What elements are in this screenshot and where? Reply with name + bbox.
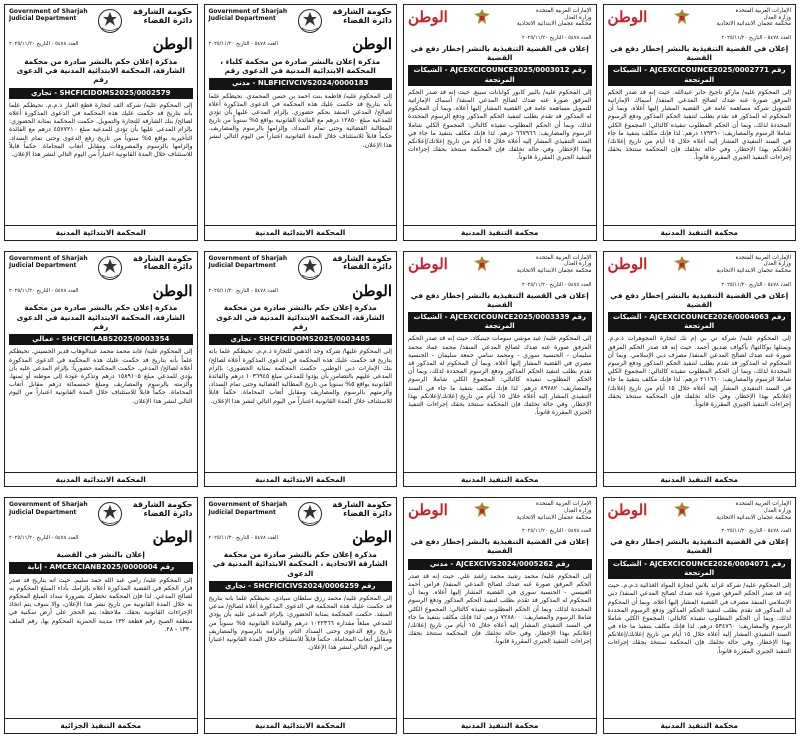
newspaper-logo: الوطن — [152, 281, 193, 300]
issue-date: العدد ٥٤٧٨ - التاريخ ٢٠٢٥/١١/٢٠ — [9, 288, 79, 295]
newspaper-logo: الوطن — [408, 254, 448, 273]
sharjah-emblem-icon — [297, 501, 323, 527]
issuing-court: محكمة التنفيذ المدنية — [404, 718, 596, 733]
notice-body: إلى المحكوم عليه/ رامي عبد الله حمد سليم. حيث أنه بتاريخ قد صدر قرار الحكم في القضية المذكورة أعلاه بإلزامك بأداء المبلغ المحكوم به لصالح المدعي. لذا فإن المحكمة تخطرك بضرورة سداد المبلغ المحكوم به خلال المدة القانونية من تاريخ نشر هذا الإعلان، وإلا سوف يتم اتخاذ الإجراءات القانونية بحقك. ملاحظة: يتم الحجز على أرض سكنية في منطقة الصبح رقم قطعة ١٣٢ مدينة الحمرية المحكوم بها، رقم الملف ١٣٣٠ - ٢٨. — [9, 576, 193, 633]
court-name-en: Government of Sharjah Judicial Department — [208, 501, 288, 516]
court-notice — [4, 251, 198, 488]
case-number: رقم AJCEXCICOUNCE2025/0002771 - الشيكات المرتجعة — [608, 65, 792, 85]
court-name-en: Government of Sharjah Judicial Department — [9, 254, 88, 269]
case-number: SHCFICIDOMS2025/0002579 - تجاري — [9, 88, 193, 99]
sharjah-emblem-icon — [297, 255, 323, 281]
issue-date: العدد ٥٤٧٨ - التاريخ ٢٠٢٥/١١/٢٠ — [208, 288, 278, 295]
ministry-name: الإمارات العربية المتحدة وزارة العدل محكمة عجمان الابتدائية الاتحادية — [716, 254, 791, 275]
newspaper-logo: الوطن — [607, 254, 648, 273]
notice-body: إلى المحكوم عليه/ محمد رشيد محمد راشد علي. حيث إنه قد صدر الحكم المرفق صورة عنه ضدك لصالح المدعي المنفذ/ فراس أحمد العبيسي - الجنسية سوري في القضية المشار إليها أعلاه. وبما أن المحكوم له المذكور قد تقدم بطلب لتنفيذ الحكم المذكور ودفع الرسوم المحددة لذلك، وبما أن الحكم المطلوب تنفيذه كالتالي: المجموع الكلي شاملا الرسوم والمصاريف: ٧٢٨٨٠٠ درهم. لذا فإنك مكلف بتنفيذ ما جاء في السند التنفيذي المشار إليه أعلاه خلال ١٥ أيام من تاريخ إعلانك/إعلانكم بهذا الإخطار. وفي حالة تخلفك فإن المحكمة ستتخذ بحقك إجراءات التنفيذ الجبري المقررة قانوناً. — [408, 572, 592, 646]
notice-title: إعلان في القضية التنفيذية بالنشر إخطار دفع في القضية — [610, 537, 789, 556]
newspaper-logo: الوطن — [152, 35, 193, 53]
newspaper-logo: الوطن — [352, 281, 392, 300]
exec-notice — [603, 251, 797, 488]
case-number: SHCFICILABS2025/0003354 - عمالي — [9, 334, 193, 345]
notice-header — [9, 255, 193, 281]
issuing-court: المحكمة الابتدائية المدنية — [205, 718, 397, 733]
notice-body: إلى المحكوم عليه/ قاطمة بنت أحمد بن حسن المحمدي. نحيطكم علماً بأنه بتاريخ قد حكمت عليك هذه المحكمة في الدعوى المذكورة أعلاه لصالح/ المدعي المنفذ بحكم حضوري. بإلزام المدعى عليها بأن تؤدي للمدعية مبلغ ١٢٨٥٠ درهم مع الفائدة القانونية بواقع ٥% سنوياً من تاريخ المطالبة القضائية وحتى تمام السداد، وإلزامها بالرسوم والمصاريف. حكماً قابلاً للاستئناف خلال المدة القانونية اعتباراً من اليوم التالي لنشر هذا الإعلان. — [208, 92, 392, 149]
sharjah-emblem-icon — [97, 501, 123, 527]
exec-notice — [403, 251, 597, 488]
ministry-name: الإمارات العربية المتحدة وزارة العدل محكمة عجمان الابتدائية الاتحادية — [516, 501, 592, 521]
uae-falcon-icon — [672, 501, 692, 521]
notice-body: إلى المحكوم عليه/ بالبير كابور كوابانات سينغ. حيث إنه قد صدر الحكم المرفق صورة عنه ضدك لصالح المدعي المنفذ/ أسماك الإماراتية للتمويل مساهمة عامة في القضية المشار إليها أعلاه. وبما أن المحكوم له المذكور قد تقدم بطلب لتنفيذ الحكم المذكور ودفع الرسوم المحددة لذلك، وبما أن الحكم المطلوب تنفيذه كالتالي: المجموع الكلي شاملا الرسوم والمصاريف: ٦٦٧٩٦٦ درهم. لذا فإنك مكلف بتنفيذ ما جاء في السند التنفيذي المشار إليه أعلاه خلال ١٥ أيام من تاريخ إعلانك/إعلانكم بهذا الإخطار. وفي حالة تخلفك فإن المحكمة ستتخذ بحقك إجراءات التنفيذ الجبري المقررة قانوناً. — [408, 88, 592, 162]
issuing-court: المحكمة الابتدائية المدنية — [205, 225, 397, 240]
court-name-en: Government of Sharjah Judicial Department — [9, 8, 88, 23]
sharjah-emblem-icon — [297, 8, 323, 34]
notice-body: إلى المحكوم عليها/ شركة وجد الذهبي للتجارة ذ.م.م. نحيطكم علماً بأنه بتاريخ قد حكمت عليك هذه المحكمة في الدعوى المذكورة أعلاه لصالح/ بنك الإمارات دبي الوطني. حكمت المحكمة بمثابة الحضوري: بإلزام المدعى عليهم بالتضامن بأن يؤدوا للمدعي مبلغ ١٠٣٦٩٤٥ درهم والفائدة القانونية بواقع ٥% سنوياً من تاريخ المطالبة القضائية وحتى تمام السداد، وألزمتهم بالرسوم والمصاريف ومقابل أتعاب المحاماة. حكماً قابلاً للاستئناف خلال المدة القانونية اعتباراً من اليوم التالي لنشر هذا الإعلان. — [208, 348, 392, 405]
issuing-court: محكمة التنفيذ المدنية — [604, 718, 796, 733]
court-notice — [204, 251, 398, 488]
newspaper-logo: الوطن — [607, 8, 648, 26]
notice-header — [209, 255, 393, 281]
issuing-court: محكمة التنفيذ المدنية — [404, 472, 596, 487]
issue-date: العدد ٥٤٧٨ - التاريخ ٢٠٢٥/١١/٢٠ — [522, 281, 592, 288]
issuing-court: محكمة التنفيذ المدنية — [604, 225, 796, 240]
court-name-ar: حكومة الشارقة دائرة القضاء — [132, 500, 193, 519]
issue-date: العدد ٥٤٧٨ - التاريخ ٢٠٢٥/١١/٢٠ — [9, 534, 79, 541]
ministry-name: الإمارات العربية المتحدة وزارة العدل محكمة عجمان الابتدائية الاتحادية — [716, 501, 791, 521]
notice-header — [608, 255, 792, 281]
exec-notice — [403, 4, 597, 241]
ministry-name: الإمارات العربية المتحدة وزارة العدل محكمة عجمان الابتدائية الاتحادية — [516, 254, 592, 275]
notice-title: مذكرة إعلان حكم بالنشر صادرة من محكمة الشارقة الاتحادية ، المحكمة الابتدائية المدنية في الدعوى — [212, 550, 388, 578]
newspaper-logo: الوطن — [152, 528, 193, 547]
notice-title: مذكرة إعلان حكم بالنشر صادرة من محكمة الشارقة، المحكمة الابتدائية المدنية في الدعوى رقم — [16, 303, 185, 331]
notice-title: مذكرة إعلان حكم بالنشر صادرة من محكمة الشارقة، المحكمة الابتدائية المدنية في الدعوى رقم — [16, 56, 185, 85]
notice-title: إعلان في القضية التنفيذية بالنشر إخطار دفع في القضية — [610, 43, 789, 63]
exec-notice — [603, 4, 797, 241]
ministry-name: الإمارات العربية المتحدة وزارة العدل محكمة عجمان الابتدائية الاتحادية — [716, 8, 791, 28]
notice-body: إلى المحكوم عليه/ محمد رزق سلطان سيادي. نحيطكم علماً بأنه بتاريخ قد حكمت عليك هذه المحكمة في الدعوى المذكورة أعلاه لصالح/ مدعي المنفذ. حكمت المحكمة بمثابة الحضوري: بإلزام المدعى عليه بأن يؤدي للمدعي مبلغاً مقداره ١٠٢٢٣٦٦ درهم والفائدة القانونية ٥% سنوياً من تاريخ رفع الدعوى وحتى السداد التام، وإلزامه بالرسوم والمصاريف ومقابل أتعاب المحاماة. حكماً قابلاً للاستئناف خلال المدة القانونية اعتباراً من اليوم التالي لنشر هذا الإعلان. — [208, 595, 392, 652]
issue-date: العدد ٥٤٧٨ - التاريخ ٢٠٢٥/١١/٢٠ — [721, 281, 791, 288]
court-notice — [204, 4, 398, 241]
notice-title: إعلان في القضية التنفيذية بالنشر إخطار دفع في القضية — [610, 290, 789, 309]
notice-header — [9, 8, 193, 34]
newspaper-logo: الوطن — [408, 501, 448, 520]
issue-date: العدد ٥٤٧٨ - التاريخ ٢٠٢٥/١١/٢٠ — [522, 35, 592, 41]
case-number: SHCFICIDOMS2025/0003485 - تجاري — [209, 334, 393, 345]
case-number: رقم AJCEXCIVS2024/0005262 - مدني — [408, 559, 592, 570]
notice-title: مذكرة إعلان بالنشر صادرة من محكمة كلباء ، المحكمة الابتدائية المدنية في الدعوى رقم — [220, 56, 381, 76]
uae-falcon-icon — [472, 501, 492, 521]
notice-body: إلى المحكوم عليه/ ماركو تاجيخ جابر عبدالله. حيث إنه قد صدر الحكم المرفق صورة عنه ضدك لصالح المدعي المنفذ/ أسماك الإماراتية للتمويل شركة مساهمة عامة في القضية المشار إليها أعلاه. وبما أن المحكوم له المذكور قد تقدم بطلب لتنفيذ الحكم المذكور ودفع الرسوم المحددة لذلك، وبما أن الحكم المطلوب تنفيذه كالتالي: المجموع الكلي شاملا الرسوم والمصاريف: ١٧٩٣٦٠ درهم. لذا فإنك مكلف بتنفيذ ما جاء في السند التنفيذي المشار إليه أعلاه خلال ١٥ أيام من تاريخ إعلانك/إعلانكم بهذا الإخطار. وفي حالة تخلفك فإن المحكمة ستتخذ بحقك إجراءات التنفيذ الجبري المقررة قانوناً. — [607, 88, 791, 162]
court-name-en: Government of Sharjah Judicial Department — [208, 8, 288, 23]
court-notice — [204, 497, 398, 734]
court-name-ar: حكومة الشارقة دائرة القضاء — [132, 253, 193, 272]
issuing-court: المحكمة الابتدائية المدنية — [205, 472, 397, 487]
uae-falcon-icon — [672, 255, 692, 275]
ministry-name: الإمارات العربية المتحدة وزارة العدل محكمة عجمان الابتدائية الاتحادية — [516, 8, 592, 28]
notice-header — [408, 8, 592, 34]
notice-title: إعلان في القضية التنفيذية بالنشر إخطار دفع في القضية — [410, 43, 589, 63]
notice-title: إعلان بالنشر في القضية — [56, 550, 145, 560]
uae-falcon-icon — [672, 8, 692, 28]
issue-date: العدد ٥٤٧٨ - التاريخ ٢٠٢٥/١١/٢٠ — [208, 41, 278, 48]
notices-grid — [4, 4, 796, 734]
case-number: رقم AMCEXCIANB2025/0000004 - إنابة — [9, 562, 193, 573]
notice-header — [408, 501, 592, 527]
notice-title: إعلان في القضية التنفيذية بالنشر إخطار دفع في القضية — [410, 537, 589, 556]
notice-body: إلى المحكوم عليه/ شركة غراند بلاس لتجارة المواد الغذائية ذ.م.م. حيث إنه قد صدر الحكم المرفق صورة عنه ضدك لصالح المدعي المنفذ/ دبي الإسلامي المنفذ مصرف في القضية المشار إليها أعلاه. وبما أن المحكوم له المذكور قد تقدم بطلب لتنفيذ الحكم المذكور ودفع الرسوم المحددة لذلك، وبما أن الحكم المطلوب تنفيذه كالتالي: المجموع الكلي شاملا الرسوم والمصاريف: ٥٣٤٧٦٠ درهم. لذا فإنك مكلف بتنفيذ ما جاء في السند التنفيذي المشار إليه أعلاه خلال ١٥ أيام من تاريخ إعلانك/إعلانكم بهذا الإخطار. وفي حالة تخلفك فإن المحكمة ستتخذ بحقك إجراءات التنفيذ الجبري المقررة قانوناً. — [607, 582, 791, 655]
issuing-court: محكمة التنفيذ المدنية — [404, 225, 596, 240]
notice-header — [408, 255, 592, 281]
newspaper-logo: الوطن — [352, 528, 392, 547]
court-notice — [4, 4, 198, 241]
sharjah-emblem-icon — [97, 255, 123, 281]
exec-notice — [603, 497, 797, 734]
case-number: رقم AJCEXCICOUNCE2025/0003339 - الشيكات المرتجعة — [408, 312, 592, 332]
court-name-ar: حكومة الشارقة دائرة القضاء — [332, 7, 392, 25]
case-number: NLBFICIVCIVS2024/0000183 - مدني — [209, 78, 393, 89]
court-name-ar: حكومة الشارقة دائرة القضاء — [332, 500, 392, 519]
uae-falcon-icon — [472, 8, 492, 28]
notice-body: إلى المحكوم عليه/ عيد موشي سومات جينيكاد. حيث إنه قد صدر الحكم المرفق صورة عنه ضدك لصالح المدعي المنفذ/ محمد عماد محمد سليمان - الجنسية سوري - ومحمد سامي جمعة سليمان - الجنسية مصري في القضية المشار إليها أعلاه. وبما أن المحكوم له المذكور قد تقدم بطلب لتنفيذ الحكم المذكور ودفع الرسوم المحددة لذلك، وبما أن الحكم المطلوب تنفيذه كالتالي: المجموع الكلي شاملا الرسوم والمصاريف: ٨٩٧٨٢ درهم. لذا فإنك مكلف بتنفيذ ما جاء في السند التنفيذي المشار إليه أعلاه خلال ١٥ أيام من تاريخ إعلانك/إعلانكم بهذا الإخطار. وفي حالة تخلفك فإن المحكمة ستتخذ بحقك إجراءات التنفيذ الجبري المقررة قانوناً. — [408, 335, 592, 417]
court-notice — [4, 497, 198, 734]
notice-header — [608, 8, 792, 34]
sharjah-emblem-icon — [97, 8, 123, 34]
notice-header — [209, 8, 393, 34]
notice-header — [9, 501, 193, 527]
notice-title: إعلان في القضية التنفيذية بالنشر إخطار دفع في القضية — [410, 290, 589, 309]
exec-notice — [403, 497, 597, 734]
newspaper-logo: الوطن — [607, 501, 648, 520]
newspaper-logo: الوطن — [352, 35, 392, 53]
court-name-en: Government of Sharjah Judicial Department — [9, 501, 88, 516]
notice-body: إلى المحكوم عليه/ عابد محمد محمد عبدالوهاب قدير الحسيني. نحيطكم علماً بأنه بتاريخ قد حكمت عليك هذه المحكمة في الدعوى المذكورة أعلاه لصالح/ المدعي. حكمت المحكمة حضورياً: بإلزام المدعى عليه بأن يؤدي للمدعي مبلغ ١٥٨٩١٠٥ درهم وتذكرة عودة إلى موطنه أو ثمنها، وألزمته بالرسوم والمصاريف ومبلغ خمسمائة درهم مقابل أتعاب المحاماة. حكماً قابلاً للاستئناف خلال المدة القانونية اعتباراً من اليوم التالي لنشر هذا الإعلان. — [9, 348, 193, 405]
case-number: رقم AJCEXCICOUNCE2026/0004063 - الشيكات المرتجعة — [608, 312, 792, 332]
uae-falcon-icon — [472, 255, 492, 275]
issue-date: العدد ٥٤٧٨ - التاريخ ٢٠٢٥/١١/٢٠ — [721, 528, 791, 535]
case-number: رقم SHCFICICIVS2024/0006259 - تجاري — [209, 581, 393, 592]
issuing-court: المحكمة الابتدائية المدنية — [5, 472, 197, 487]
notice-body: إلى المحكوم عليه/ شركة ألف لتجارة قطع الغيار ذ.م.م. نحيطكم علماً بأنه بتاريخ قد حكمت عليك هذه المحكمة في الدعوى المذكورة أعلاه لصالح/ بنك الشارقة للتجارة والتمويل. حكمت المحكمة بمثابة الحضوري: بإلزام المدعى عليها بأن تؤدي للمدعية مبلغ ٤٥٧٧٢١٠ درهم مع الفائدة التأخيرية بواقع ٥% سنوياً من تاريخ رفع الدعوى وحتى تمام السداد، وإلزامها بالرسوم والمصروفات ومقابل أتعاب المحاماة. حكماً قابلاً للاستئناف خلال المدة القانونية اعتباراً من اليوم التالي لنشر هذا الإعلان. — [9, 101, 193, 158]
case-number: رقم AJCEXCICOUNCE2026/0004071 - الشيكات المرتجعة — [608, 559, 792, 579]
notice-body: إلى المحكوم عليه/ شركة تي بي إم تك لتجارة المجوهرات ذ.م.م. ويمثلها بوكالتها/ بأكواف صديق أحمد. حيث إنه قد صدر الحكم المرفق صورة عنه ضدك لصالح المدعي المنفذ/ مصرف دبي الإسلامي. وبما أن المحكوم له المذكور قد تقدم بطلب لتنفيذ الحكم المذكور ودفع الرسوم المحددة لذلك، وبما أن الحكم المطلوب تنفيذه كالتالي: المجموع الكلي شاملا الرسوم والمصاريف: ٢١١٦١٠ درهم. لذا فإنك مكلف بتنفيذ ما جاء في السند التنفيذي المشار إليه أعلاه خلال ١٥ أيام من تاريخ إعلانك/إعلانكم بهذا الإخطار. وفي حالة تخلفك فإن المحكمة ستتخذ بحقك إجراءات التنفيذ الجبري المقررة قانوناً. — [607, 335, 791, 408]
court-name-en: Government of Sharjah Judicial Department — [208, 254, 288, 269]
case-number: رقم AJCEXCICOUNCE2025/0003012 - الشيكات المرتجعة — [408, 65, 592, 85]
issue-date: العدد ٥٤٧٨ - التاريخ ٢٠٢٥/١١/٢٠ — [9, 41, 79, 48]
newspaper-logo: الوطن — [408, 8, 448, 26]
issue-date: العدد ٥٤٧٨ - التاريخ ٢٠٢٥/١١/٢٠ — [208, 534, 278, 541]
issuing-court: محكمة التنفيذ الجزائية — [5, 718, 197, 733]
issue-date: العدد ٥٤٧٨ - التاريخ ٢٠٢٥/١١/٢٠ — [522, 528, 592, 535]
court-name-ar: حكومة الشارقة دائرة القضاء — [132, 7, 193, 25]
court-name-ar: حكومة الشارقة دائرة القضاء — [332, 253, 392, 272]
notice-header — [608, 501, 792, 527]
issue-date: العدد ٥٤٧٨ - التاريخ ٢٠٢٥/١١/٢٠ — [721, 35, 791, 41]
issuing-court: محكمة التنفيذ المدنية — [604, 472, 796, 487]
notice-title: مذكرة إعلان حكم بالنشر صادرة من محكمة الشارقة، المحكمة الابتدائية المدنية في الدعوى رقم — [216, 303, 385, 331]
issuing-court: المحكمة الابتدائية المدنية — [5, 225, 197, 240]
notice-header — [209, 501, 393, 527]
